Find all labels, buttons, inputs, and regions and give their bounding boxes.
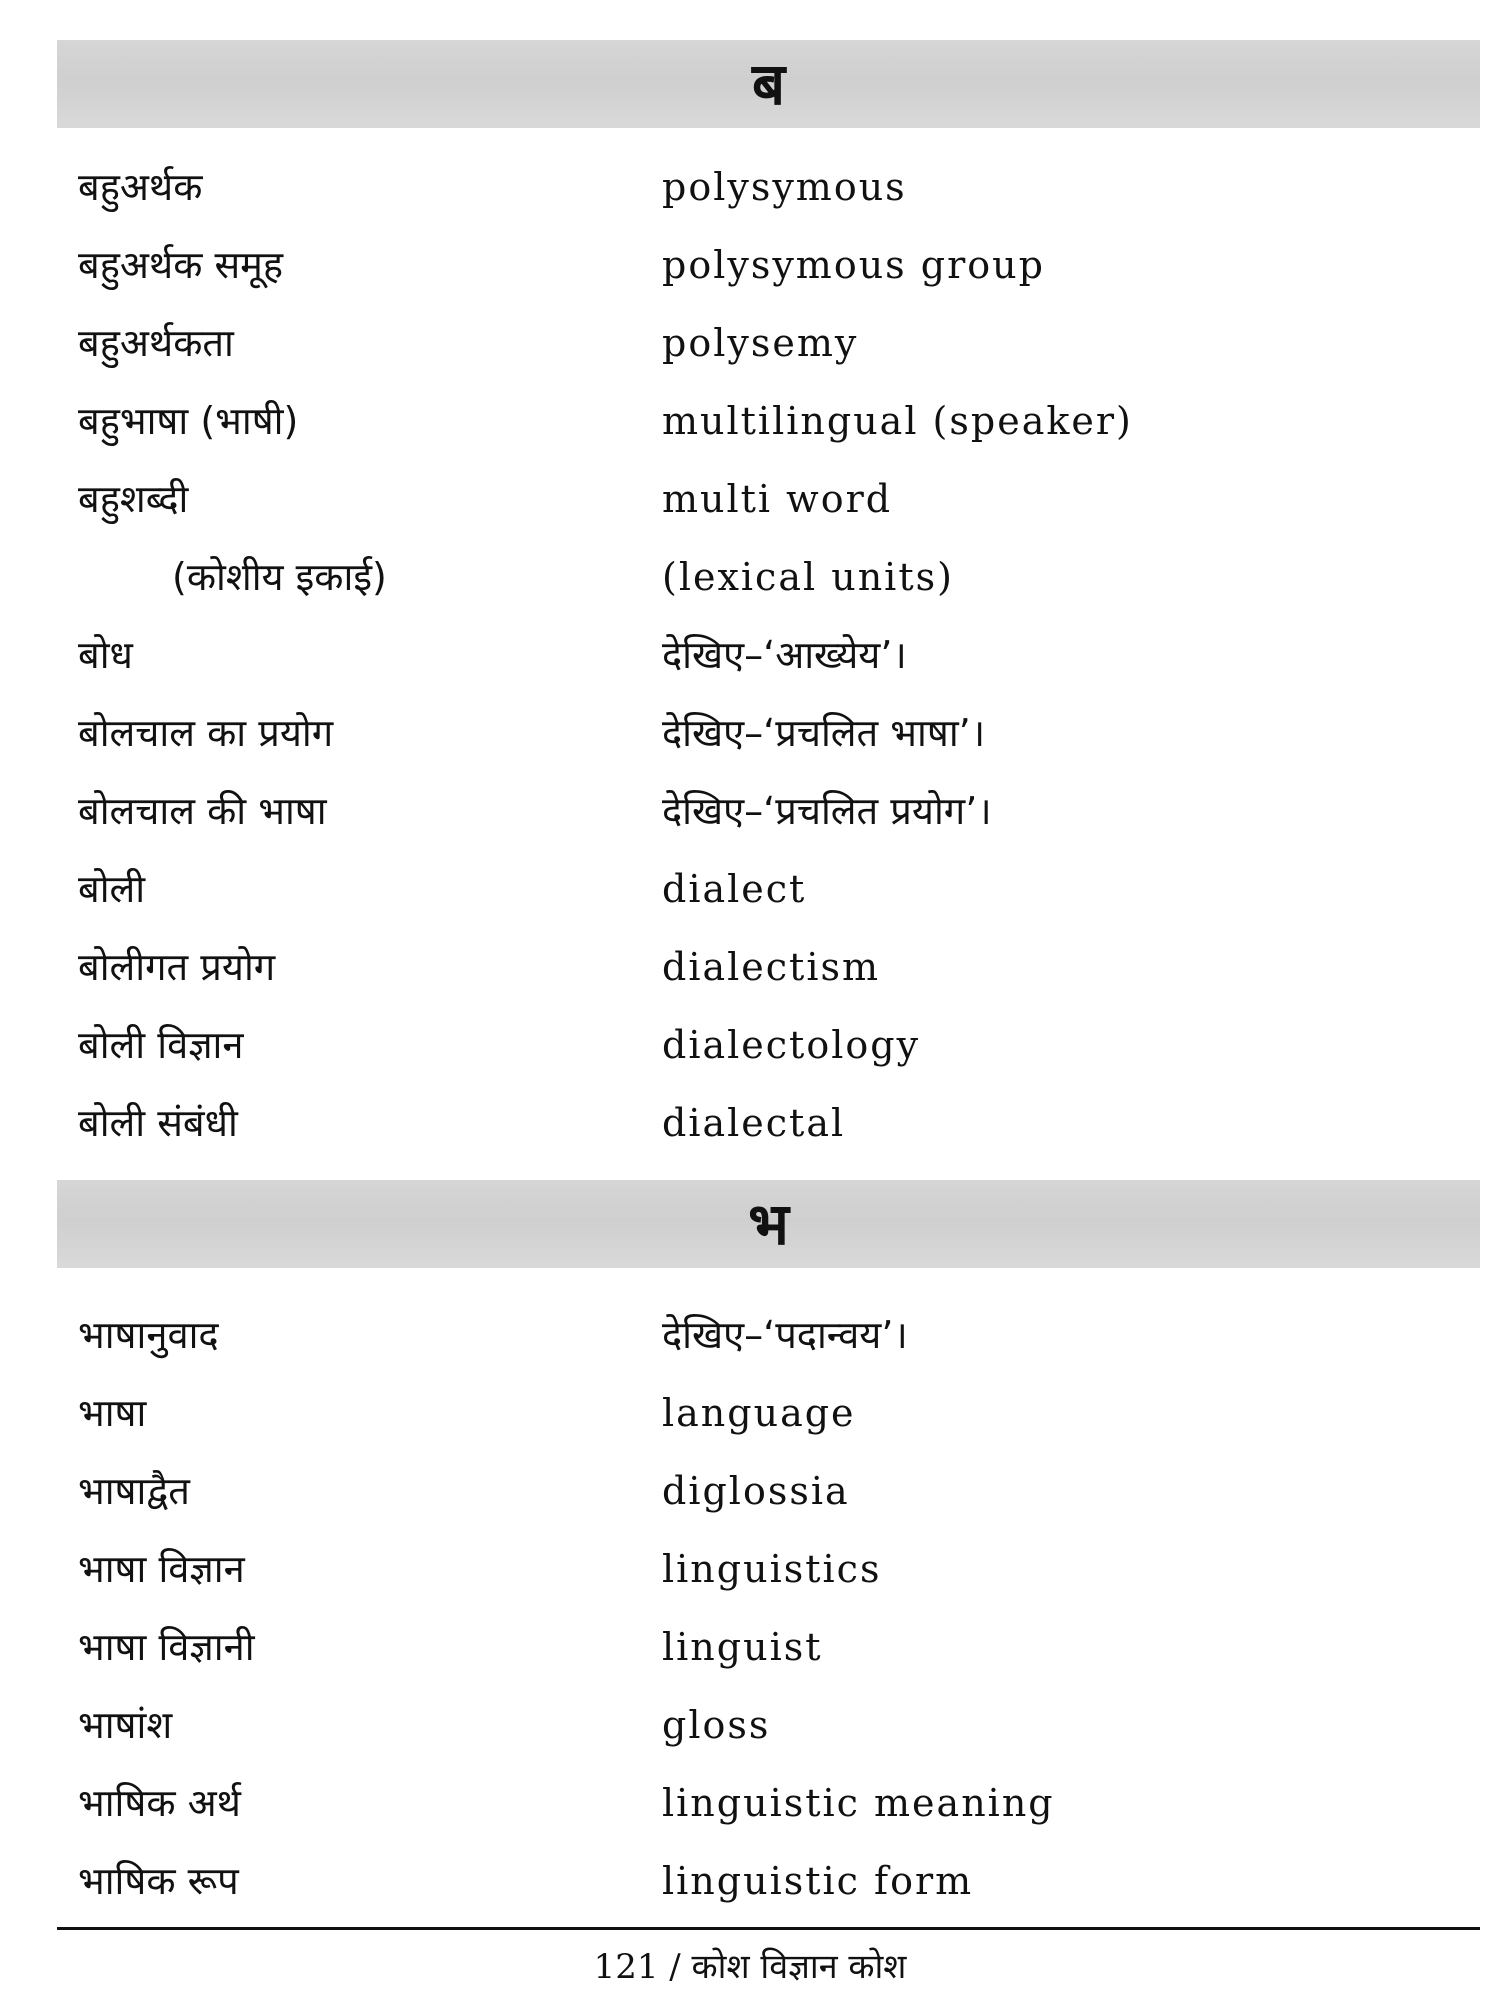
dictionary-entry — [0, 1842, 1500, 1920]
dictionary-entry — [0, 1452, 1500, 1530]
entry-gloss: linguistic meaning — [662, 1781, 1055, 1825]
dictionary-entry — [0, 460, 1500, 538]
entry-term: भाषा विज्ञानी — [78, 1625, 255, 1669]
dictionary-entry — [0, 1374, 1500, 1452]
entry-gloss: multi word — [662, 477, 893, 521]
entry-gloss: polysymous group — [662, 243, 1045, 287]
entry-term: भाषानुवाद — [78, 1313, 219, 1357]
page-footer: 121 / कोश विज्ञान कोश — [593, 1947, 907, 1987]
entry-term: बहुअर्थक — [78, 165, 203, 209]
entry-term: बोध — [78, 633, 133, 677]
entry-term: भाषांश — [78, 1703, 173, 1747]
dictionary-entry — [0, 1608, 1500, 1686]
entry-term: बोली संबंधी — [78, 1101, 238, 1145]
entry-term: भाषाद्वैत — [78, 1469, 190, 1513]
dictionary-entry — [0, 226, 1500, 304]
dictionary-entry — [0, 928, 1500, 1006]
entry-gloss: (lexical units) — [662, 555, 954, 599]
entry-cross-reference: देखिए–‘प्रचलित भाषा’। — [662, 711, 986, 755]
section-letter: भ — [748, 1190, 789, 1258]
entry-term: बोली — [78, 867, 146, 911]
entry-term: बहुभाषा (भाषी) — [78, 399, 299, 443]
entry-gloss: language — [662, 1391, 856, 1435]
entry-gloss: dialectology — [662, 1023, 921, 1067]
entry-term: बोली विज्ञान — [78, 1023, 244, 1067]
dictionary-entry — [0, 1686, 1500, 1764]
dictionary-entry — [0, 1006, 1500, 1084]
entry-term: भाषा विज्ञान — [78, 1547, 245, 1591]
dictionary-entry — [0, 1296, 1500, 1374]
dictionary-entry — [0, 1764, 1500, 1842]
dictionary-entry — [0, 850, 1500, 928]
entry-term: भाषिक अर्थ — [78, 1781, 241, 1825]
entry-cross-reference: देखिए–‘पदान्वय’। — [662, 1313, 908, 1357]
entry-term: बहुअर्थक समूह — [78, 243, 284, 287]
entry-gloss: gloss — [662, 1703, 771, 1747]
entry-gloss: multilingual (speaker) — [662, 399, 1133, 443]
entry-term: बोलचाल की भाषा — [78, 789, 327, 833]
entry-gloss: diglossia — [662, 1469, 850, 1513]
entry-term: बहुअर्थकता — [78, 321, 234, 365]
dictionary-entry — [0, 616, 1500, 694]
entry-gloss: linguistic form — [662, 1859, 974, 1903]
entry-gloss: polysymous — [662, 165, 907, 209]
dictionary-entry — [0, 382, 1500, 460]
entry-gloss: dialect — [662, 867, 807, 911]
entry-cross-reference: देखिए–‘प्रचलित प्रयोग’। — [662, 789, 992, 833]
dictionary-entry — [0, 772, 1500, 850]
entry-term: भाषिक रूप — [78, 1859, 239, 1903]
section-entries-bha — [0, 1296, 1500, 1920]
entry-term: बोलचाल का प्रयोग — [78, 711, 334, 755]
dictionary-entry — [0, 694, 1500, 772]
section-entries-ba — [0, 148, 1500, 1162]
entry-gloss: linguistics — [662, 1547, 882, 1591]
entry-gloss: dialectism — [662, 945, 881, 989]
entry-term: बोलीगत प्रयोग — [78, 945, 276, 989]
entry-term: (कोशीय इकाई) — [172, 555, 387, 599]
footer-divider — [57, 1927, 1480, 1930]
entry-gloss: dialectal — [662, 1101, 846, 1145]
entry-gloss: polysemy — [662, 321, 859, 365]
dictionary-entry — [0, 1084, 1500, 1162]
section-header-ba — [57, 40, 1480, 128]
section-header-bha — [57, 1180, 1480, 1268]
entry-term: बहुशब्दी — [78, 477, 189, 521]
entry-cross-reference: देखिए–‘आख्येय’। — [662, 633, 907, 677]
dictionary-entry — [0, 1530, 1500, 1608]
dictionary-entry — [0, 304, 1500, 382]
dictionary-entry — [0, 148, 1500, 226]
section-letter: ब — [751, 50, 786, 118]
entry-gloss: linguist — [662, 1625, 823, 1669]
dictionary-entry-continuation — [0, 538, 1500, 616]
entry-term: भाषा — [78, 1391, 147, 1435]
